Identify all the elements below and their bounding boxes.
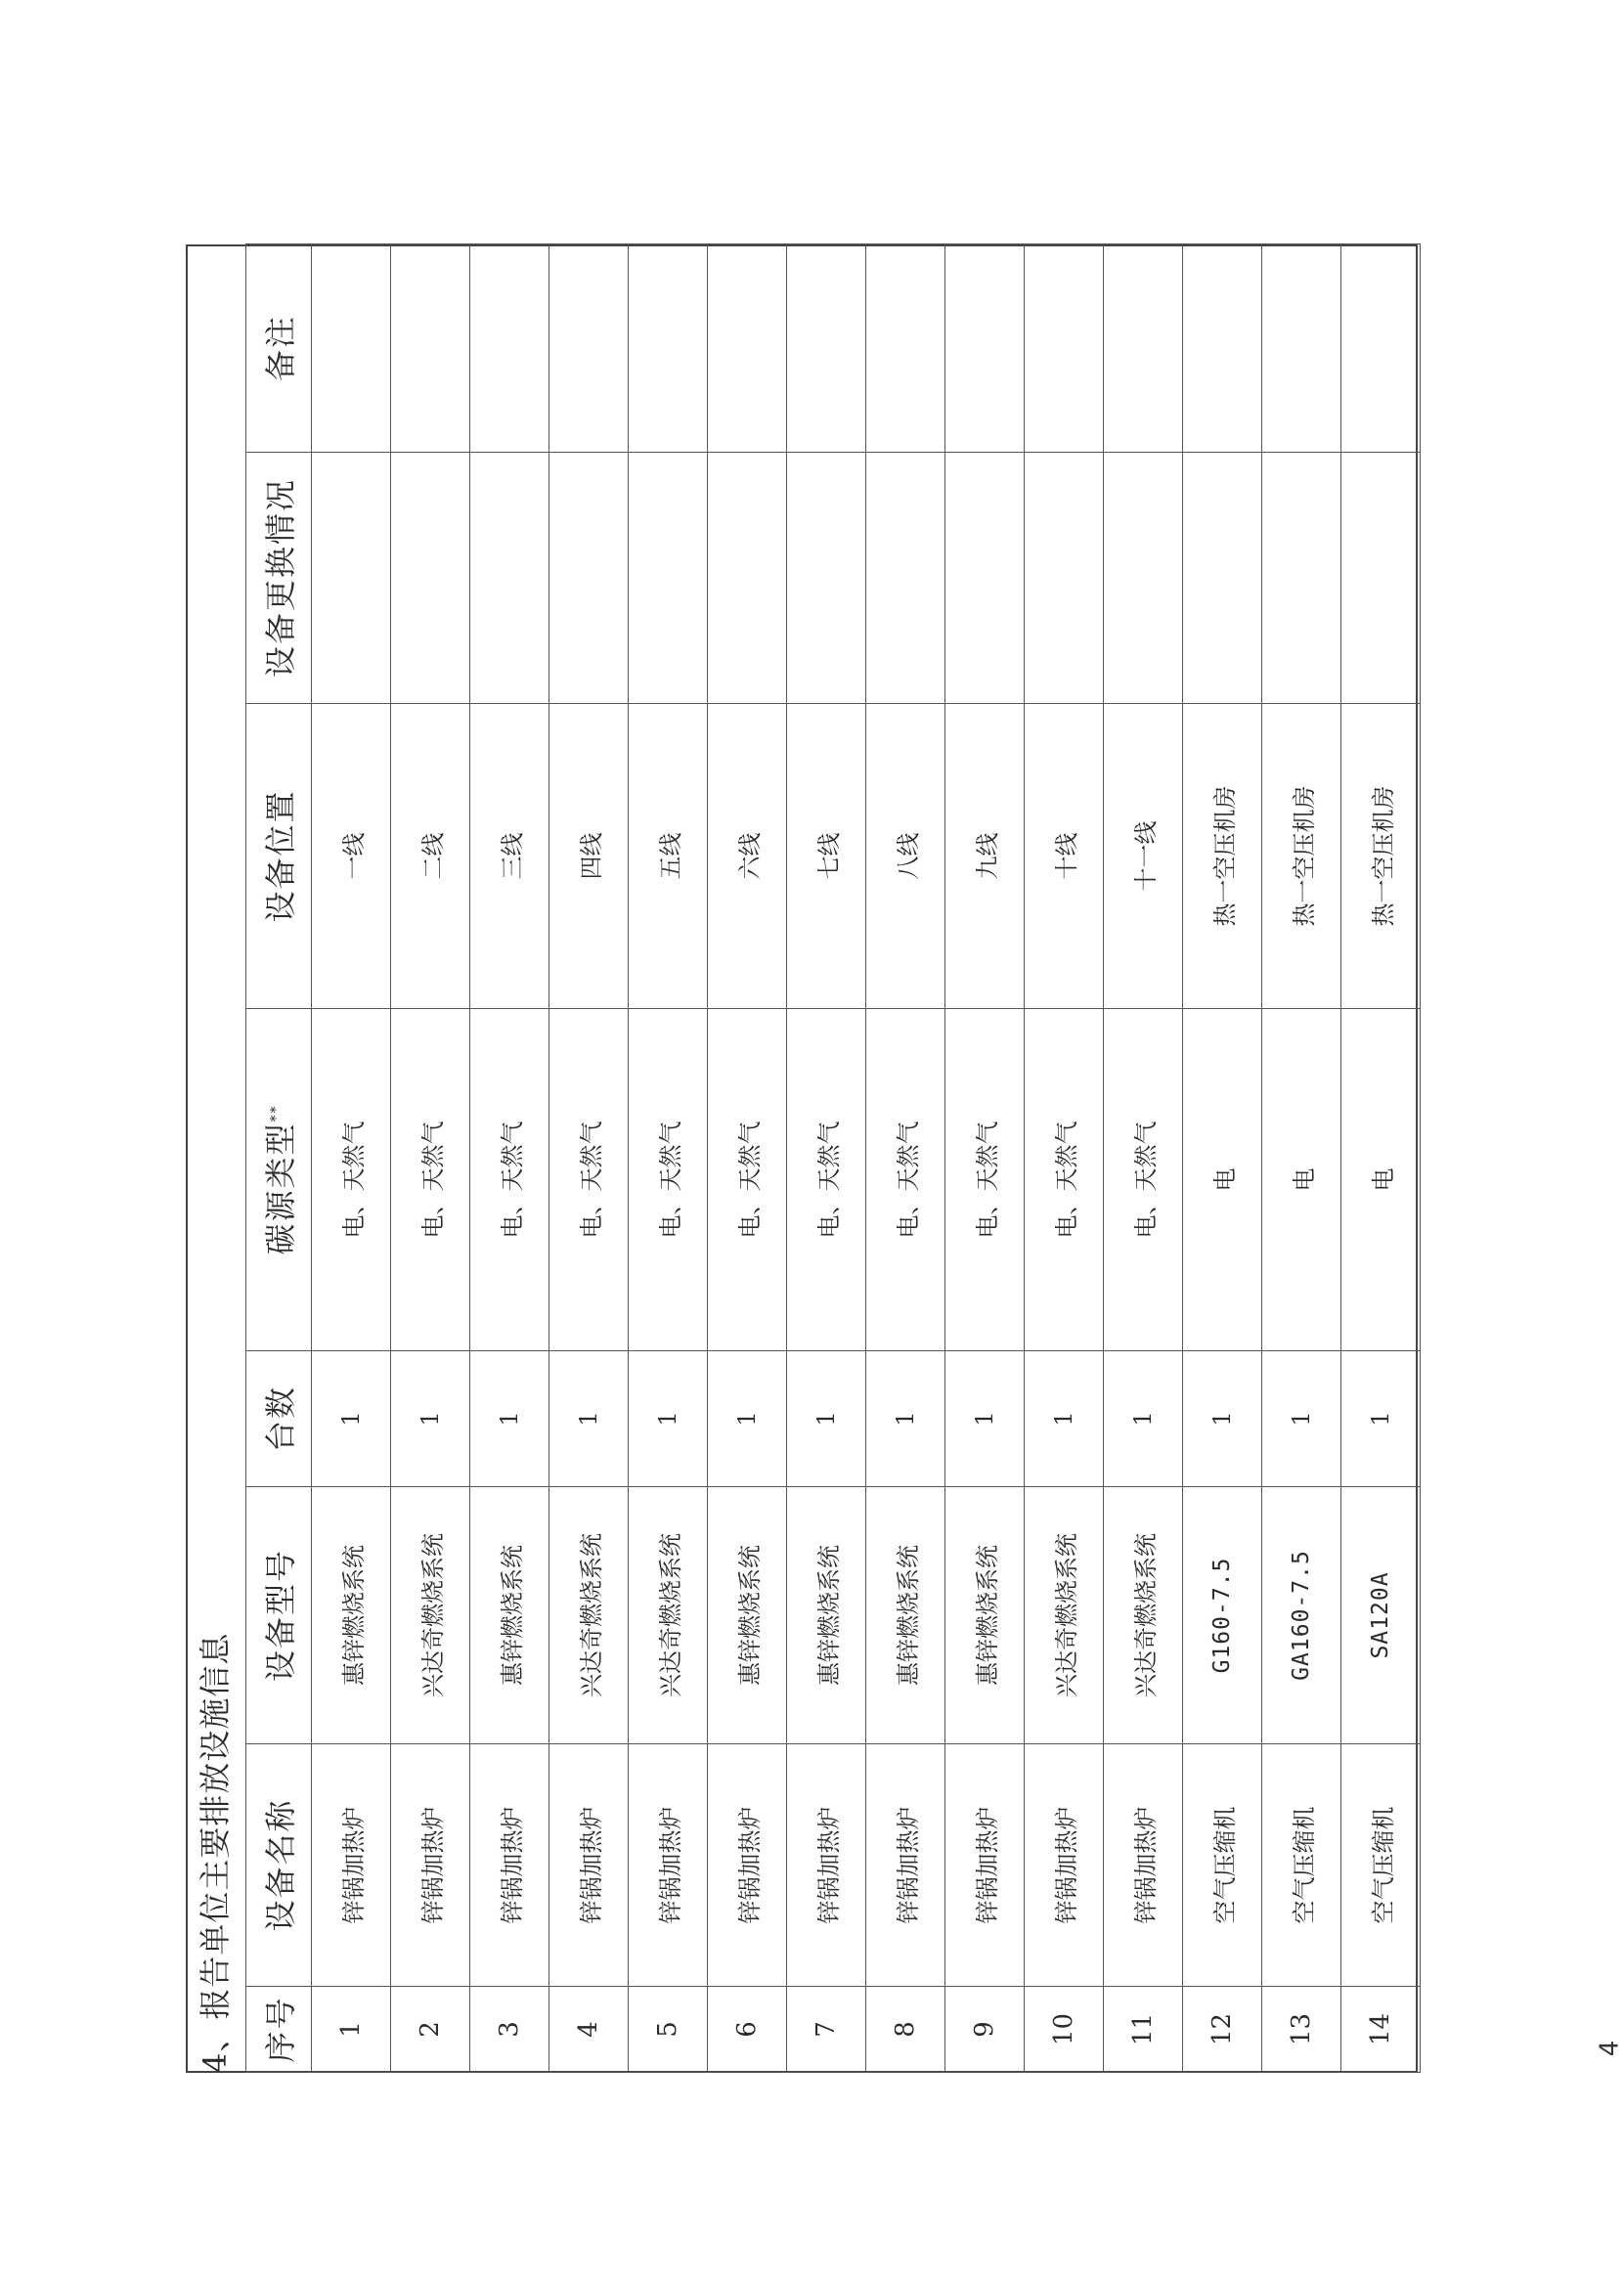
cell-seq: 5 <box>629 1987 708 2073</box>
cell-carbon: 电、天然气 <box>312 1009 391 1351</box>
cell-name: 锌锅加热炉 <box>629 1744 708 1987</box>
cell-note <box>391 244 470 453</box>
cell-replacement <box>945 453 1025 704</box>
cell-carbon: 电、天然气 <box>708 1009 787 1351</box>
cell-location: 三线 <box>470 704 549 1009</box>
table-row <box>1262 244 1341 2073</box>
cell-note <box>1104 244 1183 453</box>
cell-replacement <box>549 453 629 704</box>
cell-qty: 1 <box>708 1351 787 1487</box>
cell-qty: 1 <box>470 1351 549 1487</box>
cell-replacement <box>312 453 391 704</box>
cell-carbon: 电、天然气 <box>470 1009 549 1351</box>
cell-note <box>470 244 549 453</box>
cell-replacement <box>1262 453 1341 704</box>
cell-location: 四线 <box>549 704 629 1009</box>
cell-carbon: 电、天然气 <box>629 1009 708 1351</box>
cell-carbon: 电 <box>1262 1009 1341 1351</box>
cell-location: 十一线 <box>1104 704 1183 1009</box>
cell-location: 热一空压机房 <box>1183 704 1262 1009</box>
cell-replacement <box>1341 453 1421 704</box>
cell-replacement <box>470 453 549 704</box>
cell-carbon: 电 <box>1341 1009 1421 1351</box>
cell-qty: 1 <box>629 1351 708 1487</box>
table-row <box>391 244 470 2073</box>
cell-note <box>1262 244 1341 453</box>
cell-note <box>787 244 866 453</box>
header-model: 设备型号 <box>246 1487 312 1744</box>
cell-model: 兴达奇燃烧系统 <box>549 1487 629 1744</box>
cell-model: 惠锌燃烧系统 <box>312 1487 391 1744</box>
cell-name: 空气压缩机 <box>1183 1744 1262 1987</box>
cell-carbon: 电、天然气 <box>549 1009 629 1351</box>
cell-qty: 1 <box>549 1351 629 1487</box>
table-row <box>1104 244 1183 2073</box>
cell-name: 锌锅加热炉 <box>945 1744 1025 1987</box>
cell-note <box>629 244 708 453</box>
cell-qty: 1 <box>391 1351 470 1487</box>
cell-note <box>708 244 787 453</box>
cell-note <box>945 244 1025 453</box>
cell-qty: 1 <box>1025 1351 1104 1487</box>
cell-seq: 11 <box>1104 1987 1183 2073</box>
cell-qty: 1 <box>312 1351 391 1487</box>
cell-qty: 1 <box>945 1351 1025 1487</box>
cell-location: 九线 <box>945 704 1025 1009</box>
cell-carbon: 电、天然气 <box>1025 1009 1104 1351</box>
cell-location: 六线 <box>708 704 787 1009</box>
cell-model: 兴达奇燃烧系统 <box>391 1487 470 1744</box>
cell-name: 锌锅加热炉 <box>470 1744 549 1987</box>
cell-location: 一线 <box>312 704 391 1009</box>
cell-name: 锌锅加热炉 <box>1104 1744 1183 1987</box>
cell-model: 兴达奇燃烧系统 <box>1104 1487 1183 1744</box>
cell-note <box>312 244 391 453</box>
cell-qty: 1 <box>866 1351 945 1487</box>
cell-model: 惠锌燃烧系统 <box>470 1487 549 1744</box>
cell-replacement <box>708 453 787 704</box>
cell-model: 惠锌燃烧系统 <box>787 1487 866 1744</box>
cell-name: 空气压缩机 <box>1262 1744 1341 1987</box>
cell-carbon: 电、天然气 <box>391 1009 470 1351</box>
cell-replacement <box>629 453 708 704</box>
cell-qty: 1 <box>1104 1351 1183 1487</box>
cell-location: 八线 <box>866 704 945 1009</box>
cell-name: 锌锅加热炉 <box>708 1744 787 1987</box>
cell-model: 惠锌燃烧系统 <box>708 1487 787 1744</box>
cell-seq: 8 <box>866 1987 945 2073</box>
table-header-row <box>246 244 312 2073</box>
cell-note <box>1025 244 1104 453</box>
cell-name: 锌锅加热炉 <box>1025 1744 1104 1987</box>
cell-seq: 3 <box>470 1987 549 2073</box>
cell-replacement <box>787 453 866 704</box>
table-row <box>470 244 549 2073</box>
cell-seq: 13 <box>1262 1987 1341 2073</box>
table-row <box>708 244 787 2073</box>
cell-seq: 6 <box>708 1987 787 2073</box>
cell-seq: 7 <box>787 1987 866 2073</box>
cell-seq: 14 <box>1341 1987 1421 2073</box>
cell-model: 兴达奇燃烧系统 <box>1025 1487 1104 1744</box>
header-note: 备注 <box>246 244 312 453</box>
cell-model: G160-7.5 <box>1183 1487 1262 1744</box>
cell-location: 热一空压机房 <box>1341 704 1421 1009</box>
emission-facility-table <box>245 243 1421 2073</box>
header-carbon-label: 碳源类型 <box>262 1121 299 1255</box>
cell-seq: 9 <box>945 1987 1025 2073</box>
cell-seq: 4 <box>549 1987 629 2073</box>
header-carbon <box>246 1009 312 1351</box>
table-row <box>866 244 945 2073</box>
cell-carbon: 电、天然气 <box>1104 1009 1183 1351</box>
header-qty: 台数 <box>246 1351 312 1487</box>
cell-replacement <box>1183 453 1262 704</box>
cell-location: 七线 <box>787 704 866 1009</box>
cell-note <box>1341 244 1421 453</box>
cell-location: 五线 <box>629 704 708 1009</box>
cell-name: 锌锅加热炉 <box>391 1744 470 1987</box>
table-row <box>1341 244 1421 2073</box>
cell-replacement <box>1025 453 1104 704</box>
cell-carbon: 电、天然气 <box>866 1009 945 1351</box>
cell-qty: 1 <box>787 1351 866 1487</box>
header-seq: 序号 <box>246 1987 312 2073</box>
header-carbon-mark: ** <box>268 1104 285 1122</box>
cell-location: 二线 <box>391 704 470 1009</box>
cell-replacement <box>866 453 945 704</box>
cell-replacement <box>391 453 470 704</box>
cell-note <box>1183 244 1262 453</box>
cell-name: 锌锅加热炉 <box>866 1744 945 1987</box>
cell-name: 锌锅加热炉 <box>312 1744 391 1987</box>
cell-qty: 1 <box>1183 1351 1262 1487</box>
cell-carbon: 电 <box>1183 1009 1262 1351</box>
cell-seq: 10 <box>1025 1987 1104 2073</box>
cell-replacement <box>1104 453 1183 704</box>
section-title: 4、报告单位主要排放设施信息 <box>197 1632 234 2073</box>
header-replacement: 设备更换情况 <box>246 453 312 704</box>
header-location: 设备位置 <box>246 704 312 1009</box>
cell-carbon: 电、天然气 <box>945 1009 1025 1351</box>
cell-location: 热一空压机房 <box>1262 704 1341 1009</box>
table-row <box>549 244 629 2073</box>
table-row <box>1025 244 1104 2073</box>
cell-model: 惠锌燃烧系统 <box>945 1487 1025 1744</box>
cell-qty: 1 <box>1341 1351 1421 1487</box>
cell-model: SA120A <box>1341 1487 1421 1744</box>
cell-seq: 12 <box>1183 1987 1262 2073</box>
cell-name: 锌锅加热炉 <box>787 1744 866 1987</box>
table-row <box>312 244 391 2073</box>
cell-model: 惠锌燃烧系统 <box>866 1487 945 1744</box>
cell-seq: 2 <box>391 1987 470 2073</box>
table-row <box>1183 244 1262 2073</box>
header-name: 设备名称 <box>246 1744 312 1987</box>
cell-qty: 1 <box>1262 1351 1341 1487</box>
cell-name: 锌锅加热炉 <box>549 1744 629 1987</box>
cell-model: 兴达奇燃烧系统 <box>629 1487 708 1744</box>
cell-location: 十线 <box>1025 704 1104 1009</box>
cell-model: GA160-7.5 <box>1262 1487 1341 1744</box>
page-number: 4 <box>1595 2040 1624 2057</box>
cell-seq: 1 <box>312 1987 391 2073</box>
cell-name: 空气压缩机 <box>1341 1744 1421 1987</box>
table-row <box>787 244 866 2073</box>
cell-note <box>866 244 945 453</box>
cell-carbon: 电、天然气 <box>787 1009 866 1351</box>
cell-note <box>549 244 629 453</box>
table-row <box>629 244 708 2073</box>
table-row <box>945 244 1025 2073</box>
